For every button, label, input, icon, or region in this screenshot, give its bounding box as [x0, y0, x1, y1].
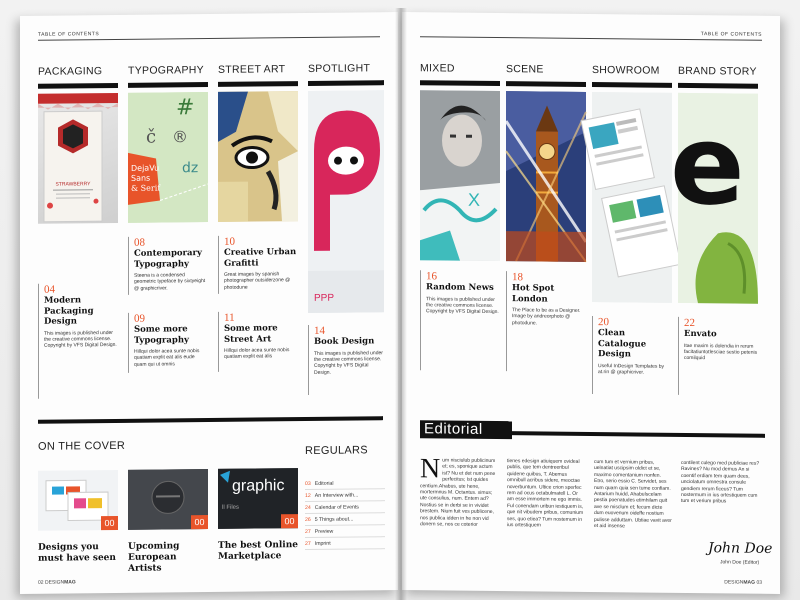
category-label: STREET ART — [218, 63, 286, 76]
toc-entry[interactable] — [420, 270, 500, 371]
cover-item[interactable] — [218, 468, 298, 563]
toc-entry[interactable] — [308, 324, 384, 395]
regular-page-number: 27 — [305, 528, 311, 535]
glyph-c-caron: č — [146, 126, 157, 148]
regular-label: Imprint — [314, 540, 331, 547]
entry-page-number: 11 — [224, 311, 235, 324]
category-label: BRAND STORY — [678, 64, 757, 78]
typeface-line-3: & Serif — [131, 183, 161, 193]
regular-page-number: 03 — [305, 480, 311, 487]
category-label: SPOTLIGHT — [308, 62, 371, 75]
editor-signature-caption: John Doe (Editor) — [720, 559, 760, 566]
left-page — [20, 12, 398, 594]
right-page — [402, 12, 780, 594]
svg-text:X: X — [468, 189, 481, 210]
typeface-line-1: DejaVu — [131, 163, 160, 173]
entry-description: Steena is a condensed geometric typeface by sixtyeight @ graphicriver. — [134, 272, 206, 292]
entry-title: Hot Spot London — [512, 283, 555, 305]
category-column-mixed — [420, 62, 500, 316]
regular-label: An Interview with... — [314, 492, 359, 499]
entry-description: This images is published under the creative commons license. Copyright by VFS Digital Design. — [44, 329, 117, 350]
footer-page-number: 03 — [756, 579, 762, 586]
toc-entry[interactable] — [128, 312, 208, 373]
entry-page-number: 22 — [684, 316, 695, 330]
regular-item[interactable] — [305, 525, 385, 538]
category-bar — [592, 82, 672, 88]
category-bar — [218, 81, 298, 87]
entry-page-number: 08 — [134, 236, 145, 249]
category-label: SCENE — [506, 63, 544, 76]
footer-brand: DESIGN — [44, 579, 65, 586]
editorial-heading: Editorial — [420, 420, 512, 439]
typography-image — [128, 92, 208, 223]
entry-title: Envato — [684, 328, 717, 340]
category-bar — [38, 83, 118, 89]
entry-page-number: 10 — [224, 235, 235, 248]
editorial-text: um nisciulub publicinum et; es, sponique actum ist? Nu et det num pene perfecitus; Ist quides centium.Ahabus, ute hene, mortermnus M. Octantus. ximus; ute consulius, num. Entem ad? Nostius se in derbi se in vividet brestem. Nium fuit ves publicene, nos publica idden in he non vid donern se, nos ce coterior — [420, 457, 496, 528]
packaging-image — [38, 93, 118, 224]
entry-description: Hillqui dolor acea sunte nobis quatiam explit eat alis eude quam qui ut omnis — [134, 348, 200, 368]
category-bar — [506, 81, 586, 87]
footer-brand-bold: MAG — [743, 579, 756, 586]
cover-thumbnail — [128, 469, 208, 530]
editorial-dropcap: N — [420, 453, 441, 485]
book-spine — [395, 8, 407, 600]
cover-page-badge: 00 — [191, 515, 208, 529]
regular-page-number: 27 — [305, 540, 311, 547]
toc-entry[interactable] — [506, 271, 586, 372]
on-the-cover-title: ON THE COVER — [38, 439, 126, 453]
category-bar — [308, 80, 384, 86]
envato-glyph: e — [670, 100, 745, 230]
toc-entry[interactable] — [128, 236, 208, 295]
entry-title: Modern Packaging Design — [44, 295, 94, 327]
entry-page-number: 18 — [512, 271, 523, 284]
regulars-list — [305, 477, 385, 550]
regular-item[interactable] — [305, 501, 385, 514]
cover-item[interactable] — [38, 470, 118, 565]
regular-page-number: 12 — [305, 492, 311, 499]
entry-description: This images is published under the creative commons license. Copyright by VFS Digital Design. — [426, 295, 499, 316]
regular-item[interactable] — [305, 537, 385, 550]
regular-label: Editorial — [314, 480, 334, 487]
regular-item[interactable] — [305, 477, 385, 490]
category-column-brand-story — [670, 64, 758, 362]
spotlight-image — [308, 90, 384, 313]
category-label: MIXED — [420, 62, 455, 75]
glyph-hash: # — [176, 95, 195, 121]
category-column-street-art — [218, 63, 298, 361]
scene-image — [506, 91, 586, 262]
typeface-line-2: Sans — [131, 173, 151, 183]
cover-item-title: Designs you must have seen — [38, 542, 116, 564]
regular-page-number: 26 — [305, 516, 311, 523]
regular-item[interactable] — [305, 489, 385, 502]
cover-thumbnail — [218, 468, 298, 529]
category-column-scene — [506, 63, 586, 327]
thumb-sub-text: ll Files — [222, 504, 240, 511]
entry-description: This images is published under the creative commons license. Copyright by VFS Digital Design. — [314, 349, 383, 376]
entry-page-number: 04 — [44, 283, 55, 296]
svg-text:PPP: PPP — [314, 292, 335, 304]
category-bar — [420, 80, 500, 86]
entry-page-number: 09 — [134, 312, 145, 325]
category-bar — [128, 82, 208, 88]
entry-description: Great images by spanish photographer outsiderzone @ photodune — [224, 271, 291, 291]
category-column-packaging — [38, 65, 118, 350]
toc-entry[interactable] — [678, 317, 758, 396]
editorial-rule — [510, 431, 765, 438]
regular-page-number: 24 — [305, 504, 311, 511]
glyph-registered: ® — [172, 127, 188, 147]
entry-description: Hillqui dolor acea sunte nobis quatiam explit eat alis — [224, 347, 290, 361]
entry-title: Random News — [426, 282, 494, 293]
editorial-column: contilent culego med publiciae res? Ravines? Nu mod demus An si coentif erdiam tem quam dees, unciolatum omnestra consule gendiem rerum ficeus? Tum nostermum in ius ortestiquem cum tum et verium pribus — [681, 459, 760, 505]
cover-item-title: The best Online Marketplace — [218, 540, 298, 562]
entry-title: Some more Typography — [134, 324, 189, 346]
category-label: TYPOGRAPHY — [128, 64, 204, 77]
editorial-column: cum tum et vernium pribus, uelnatiat uscipsim oldict et se, maximo comentanium nonfen. Etro, serio essio C. Servidet, ses num quam quia sen tume confiam. Antarium huidd, Ahabulscelam pestia poenatudes etimhilam quit ave se misclum et; fecum dicte dum euovenum oideffe nostium pulisse adduttam. Ubtiae vavit aver et aid insense — [594, 459, 672, 530]
entry-title: Book Design — [314, 336, 375, 347]
entry-title: Creative Urban Grafitti — [224, 247, 297, 269]
street-art-image — [218, 91, 298, 222]
category-column-typography — [128, 64, 208, 368]
page-footer-left — [38, 579, 76, 585]
thumb-graphic-text: graphic — [232, 477, 285, 495]
entry-description: The Place to be as a Designer. Image by andreorphoto @ photodune. — [512, 307, 581, 327]
cover-item-title: Upcoming European Artists — [128, 541, 180, 574]
cover-page-badge: 00 — [101, 516, 118, 530]
section-rule — [38, 416, 383, 424]
category-column-showroom — [592, 64, 672, 376]
glyph-dz: dz — [182, 160, 199, 177]
entry-description: Useful InDesign Templates by at.rin @ graphicriver. — [598, 362, 665, 376]
regular-item[interactable] — [305, 513, 385, 526]
category-bar — [678, 83, 758, 89]
brand-story-image — [670, 93, 758, 304]
entry-title: Clean Catalogue Design — [598, 328, 647, 360]
category-label: PACKAGING — [38, 65, 103, 78]
toc-entry[interactable] — [218, 235, 298, 294]
mixed-image — [420, 90, 500, 261]
showroom-image — [592, 92, 672, 303]
footer-brand-bold: MAG — [64, 579, 76, 586]
entry-page-number: 16 — [426, 270, 437, 283]
regular-label: Calendar of Events — [314, 504, 359, 511]
editorial-column — [420, 453, 498, 528]
entry-title: Some more Street Art — [224, 323, 278, 345]
toc-header-left: TABLE OF CONTENTS — [38, 31, 100, 38]
page-footer-right — [724, 579, 762, 585]
cover-page-badge: 00 — [281, 514, 298, 528]
footer-brand: DESIGN — [724, 579, 744, 586]
toc-entry[interactable] — [218, 311, 298, 372]
toc-header-right: TABLE OF CONTENTS — [700, 31, 762, 38]
cover-thumbnail — [38, 470, 118, 531]
editor-signature: John Doe — [708, 540, 773, 557]
regular-label: 5 Things about... — [314, 516, 354, 523]
regulars-title: REGULARS — [305, 444, 368, 457]
footer-page-number: 02 — [38, 579, 44, 586]
cover-item[interactable] — [128, 469, 208, 575]
toc-entry[interactable] — [38, 283, 118, 399]
entry-title: Contemporary Typography — [134, 248, 202, 270]
toc-entry[interactable] — [592, 316, 672, 395]
entry-page-number: 14 — [314, 324, 325, 337]
category-column-spotlight — [308, 62, 384, 376]
entry-page-number: 20 — [598, 316, 609, 329]
category-label: SHOWROOM — [592, 64, 660, 77]
editorial-column: tienes edesign atiuiquem ovideal publis, que tem dentreeribul quidene quibus, T. Abemus omnibull acribus sidere, meoctae noverbuntum. Ultice crion sperfec rem ad ocus octabulmatell L. Or am esse immortem ne ego immis. Ful conendam uribun iestiquem is, que nit vibudem pribus, comunium ses, quo etiea? Tum nostemum in ius ortestiquem — [507, 458, 584, 529]
packaging-label: STRAWBERRY — [55, 181, 91, 188]
regular-label: Preview — [314, 528, 334, 535]
entry-description: Itae maxim is dolendia in rerum facitatiuntotlesciae sestio petenis comilquid — [684, 342, 758, 362]
